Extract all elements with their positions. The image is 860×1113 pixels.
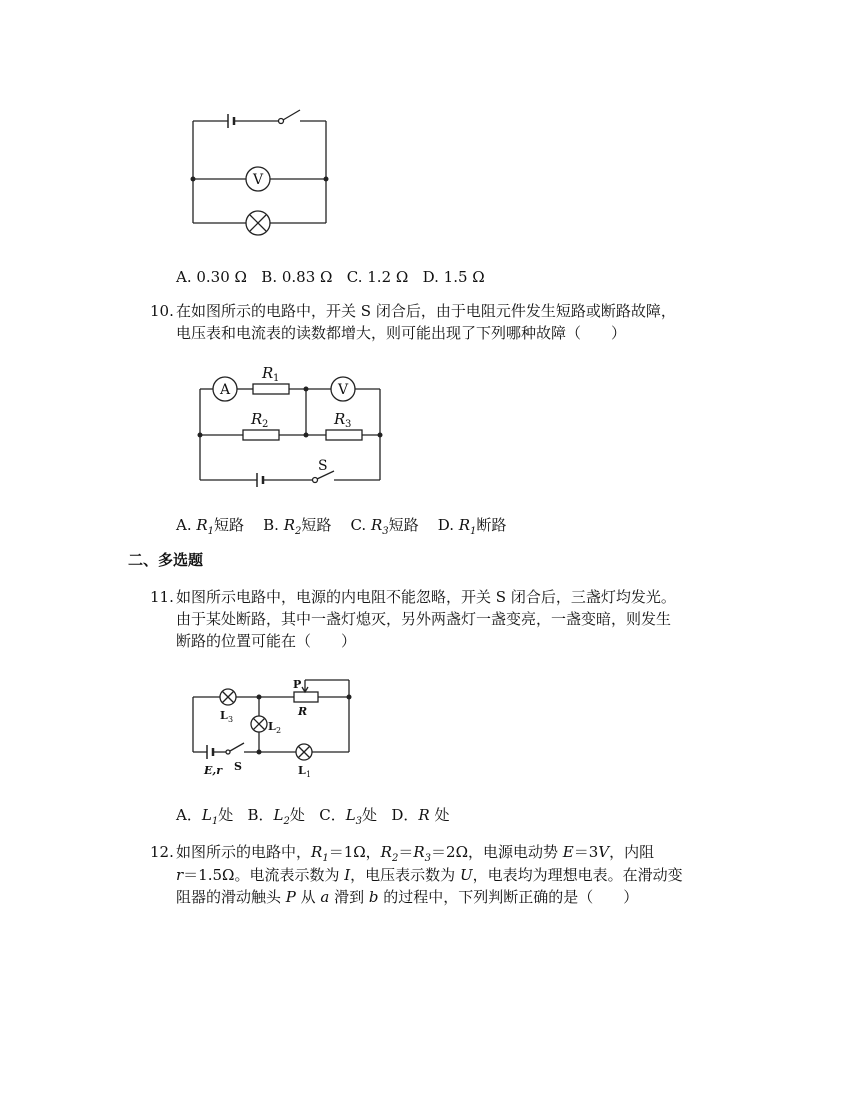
svg-text:R: R — [298, 705, 308, 718]
svg-text:R: R — [262, 364, 274, 382]
q9-option-d[interactable]: D. 1.5 Ω — [422, 268, 485, 286]
q9-options — [176, 266, 485, 288]
svg-text:E,r: E,r — [204, 764, 223, 777]
q10-circuit-diagram — [0, 350, 860, 530]
q9-voltmeter-label: V — [252, 172, 264, 188]
q12-stem-line1: 如图所示的电路中，$R_1=1\Omega$，$R_2=R_3=2\Omega$，电源电动势 E＝3V，内阻 — [176, 843, 655, 864]
q11-stem-line2: 由于某处断路，其中一盏灯熄灭，另外两盏灯一盏变亮，一盏变暗，则发生 — [176, 610, 672, 628]
q10-stem-line2: 电压表和电流表的读数都增大，则可能出现了下列哪种故障（ ） — [176, 324, 627, 342]
q11-options — [176, 804, 449, 833]
svg-text:R: R — [334, 410, 346, 428]
q12-stem-line3: 阻器的滑动触头 P 从 a 滑到 b 的过程中，下列判断正确的是（ ） — [176, 888, 639, 906]
q11-number: 11. — [150, 588, 174, 606]
q11-option-a[interactable]: A．$L_1$处 — [176, 806, 234, 827]
svg-text:1: 1 — [306, 770, 312, 779]
q10-stem-line1: 在如图所示的电路中，开关 S 闭合后，由于电阻元件发生短路或断路故障， — [176, 302, 676, 320]
q10-option-b[interactable]: B. $R_2$短路 — [263, 516, 332, 537]
q9-option-c[interactable]: C. 1.2 Ω — [346, 268, 409, 286]
svg-text:L: L — [298, 764, 306, 777]
svg-text:L: L — [220, 709, 228, 722]
q10-option-a[interactable]: A. $R_1$短路 — [176, 516, 245, 537]
q11-stem-line3: 断路的位置可能在（ ） — [176, 632, 357, 650]
svg-text:S: S — [234, 760, 242, 773]
q11-stem-line1: 如图所示电路中，电源的内电阻不能忽略，开关 S 闭合后，三盏灯均发光。 — [176, 588, 676, 606]
q10-ammeter-label: A — [219, 382, 231, 398]
q10-number: 10. — [150, 302, 174, 320]
svg-text:L: L — [268, 720, 276, 733]
svg-text:2: 2 — [276, 726, 282, 735]
svg-text:2: 2 — [262, 419, 269, 430]
svg-text:3: 3 — [345, 419, 352, 430]
q12-stem-line2: r＝1.5Ω。电流表示数为 I，电压表示数为 U，电表均为理想电表。在滑动变 — [176, 866, 683, 884]
q11-option-d[interactable]: D．R 处 — [391, 806, 450, 824]
q9-option-b[interactable]: B. 0.83 Ω — [261, 268, 333, 286]
svg-text:3: 3 — [228, 715, 234, 724]
q10-voltmeter-label: V — [337, 382, 349, 398]
svg-text:P: P — [293, 678, 302, 691]
q11-option-c[interactable]: C．$L_3$处 — [319, 806, 378, 827]
q11-option-b[interactable]: B．$L_2$处 — [247, 806, 305, 827]
svg-text:R: R — [251, 410, 263, 428]
q12-number: 12. — [150, 843, 174, 861]
q10-option-c[interactable]: C. $R_3$短路 — [350, 516, 419, 537]
q9-option-a[interactable]: A. 0.30 Ω — [176, 268, 247, 286]
svg-text:S: S — [318, 458, 328, 474]
q9-circuit-diagram — [0, 0, 860, 250]
q10-option-d[interactable]: D. $R_1$断路 — [437, 516, 507, 537]
q11-circuit-diagram — [0, 668, 860, 788]
q10-options — [176, 514, 506, 543]
svg-text:1: 1 — [273, 373, 280, 384]
section-title-multiple-choice: 二、多选题 — [128, 551, 204, 569]
